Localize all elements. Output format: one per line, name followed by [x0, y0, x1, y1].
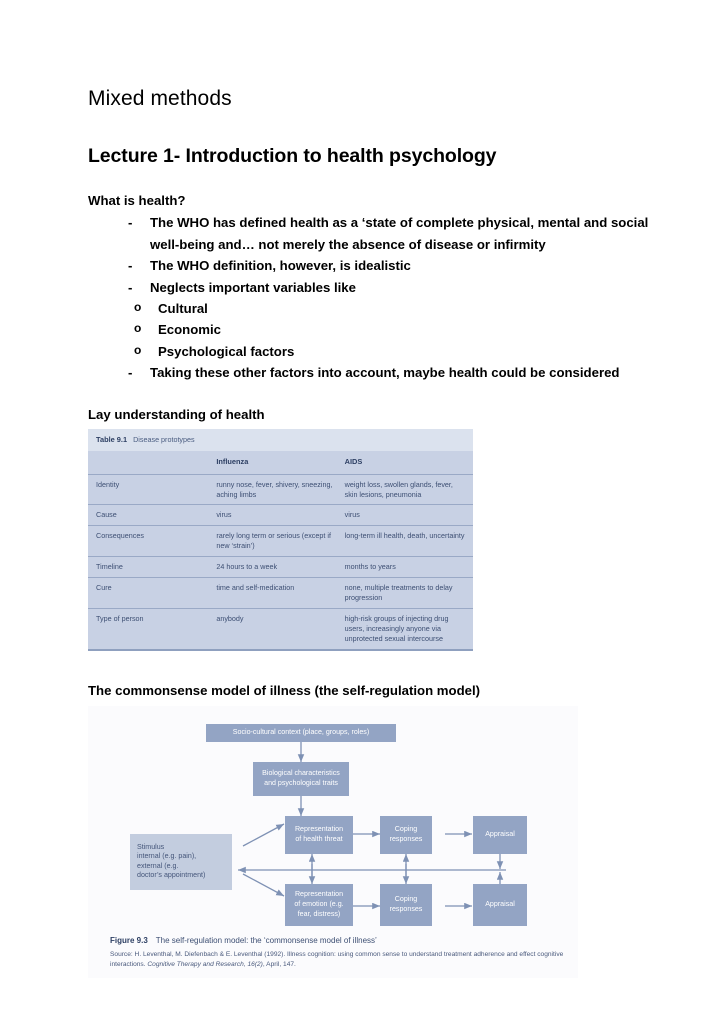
figure-number: Figure 9.3 [110, 935, 148, 945]
figure-source-prefix: Source: H. Leventhal, M. Diefenbach & E. Leventhal (1992). Illness cognition: using common sense to understand treatment adherence and effect cognitive interactions. [110, 951, 564, 968]
table-row [88, 505, 473, 526]
table-cell-aids: high-risk groups of injecting drug users, increasingly anyone via unprotected sexual intercourse [345, 609, 473, 650]
table-cell-label: Consequences [88, 526, 216, 557]
table-cell-label: Cause [88, 505, 216, 526]
table-cell-influenza: anybody [216, 609, 344, 650]
box-coping-responses-top: Coping responses [380, 816, 432, 854]
dash-marker-icon: - [128, 215, 133, 231]
table-header-row [88, 451, 473, 474]
disease-prototypes-table-container [88, 429, 473, 651]
dash-marker-icon: - [128, 365, 133, 380]
list-item [128, 277, 653, 298]
box-representation-of-health-threat: Representation of health threat [285, 816, 353, 854]
document-title: Mixed methods [88, 87, 232, 110]
list-item-label: The WHO definition, however, is idealistic [150, 258, 411, 274]
box-representation-of-emotion: Representation of emotion (e.g. fear, distress) [285, 884, 353, 926]
table-cell-influenza: 24 hours to a week [216, 557, 344, 578]
table-cell-label: Timeline [88, 557, 216, 578]
list-item [128, 212, 653, 255]
list-item [128, 255, 653, 276]
list-item-label: Neglects important variables like [150, 279, 356, 295]
list-item [134, 298, 653, 319]
table-row [88, 557, 473, 578]
table-cell-aids: none, multiple treatments to delay progression [345, 578, 473, 609]
list-item-label: Psychological factors [158, 343, 295, 359]
table-header-aids: AIDS [345, 451, 473, 474]
disease-prototypes-table [88, 429, 473, 651]
table-cell-influenza: rarely long term or serious (except if new ‘strain’) [216, 526, 344, 557]
bullet-list-level-1 [88, 212, 653, 298]
table-cell-label: Identity [88, 474, 216, 505]
table-cell-label: Type of person [88, 609, 216, 650]
figure-source-volume: 16(2) [247, 960, 263, 968]
figure-source-journal: Cognitive Therapy and Research [147, 960, 244, 968]
list-item-label: Taking these other factors into account, maybe health could be considered [150, 365, 620, 380]
figure-source-sep: , [243, 960, 248, 968]
box-appraisal-bottom: Appraisal [473, 884, 527, 926]
document-content [88, 86, 653, 978]
table-cell-label: Cure [88, 578, 216, 609]
question-line: What is health? [88, 192, 186, 208]
circle-marker-icon: o [134, 321, 142, 336]
section-heading-commonsense-model: The commonsense model of illness (the self-regulation model) [88, 682, 481, 698]
figure-source [88, 946, 578, 970]
figure-source-end: , April, 147. [262, 960, 296, 968]
table-cell-aids: months to years [345, 557, 473, 578]
table-cell-influenza: runny nose, fever, shivery, sneezing, aching limbs [216, 474, 344, 505]
table-caption-label: Table 9.1 [96, 435, 128, 445]
list-item-label: Economic [158, 322, 222, 338]
lecture-heading: Lecture 1- Introduction to health psychology [88, 145, 497, 168]
list-item-label: Cultural [158, 300, 208, 316]
table-cell-aids: weight loss, swollen glands, fever, skin lesions, pneumonia [345, 474, 473, 505]
dash-marker-icon: - [128, 279, 133, 295]
figure-title: The self-regulation model: the ‘commonsense model of illness’ [155, 935, 377, 945]
list-item-label: The WHO has defined health as a ‘state of complete physical, mental and social well-being and… not merely the absence of disease or infirmity [150, 215, 649, 252]
table-caption-cell [88, 429, 473, 451]
list-item [134, 319, 653, 340]
box-biological-characteristics: Biological characteristics and psychological traits [253, 762, 349, 796]
table-cell-aids: virus [345, 505, 473, 526]
table-caption-row [88, 429, 473, 451]
table-cell-influenza: time and self-medication [216, 578, 344, 609]
figure-self-regulation-model [88, 706, 578, 978]
circle-marker-icon: o [134, 299, 142, 314]
table-row [88, 474, 473, 505]
list-item [128, 362, 653, 383]
table-row [88, 609, 473, 650]
figure-caption [88, 931, 578, 946]
box-coping-responses-bottom: Coping responses [380, 884, 432, 926]
bullet-list-level-1-final [88, 362, 653, 383]
dash-marker-icon: - [128, 258, 133, 274]
box-appraisal-top: Appraisal [473, 816, 527, 854]
bullet-list-level-2 [88, 298, 653, 362]
section-heading-lay-understanding: Lay understanding of health [88, 407, 265, 423]
box-socio-cultural-context: Socio-cultural context (place, groups, roles) [206, 724, 396, 742]
box-stimulus: Stimulus internal (e.g. pain), external (e.g. doctor’s appointment) [130, 834, 232, 890]
list-item [134, 341, 653, 362]
circle-marker-icon: o [134, 342, 142, 357]
table-cell-aids: long-term ill health, death, uncertainty [345, 526, 473, 557]
table-caption-text: Disease prototypes [133, 435, 195, 445]
table-row [88, 526, 473, 557]
table-header-influenza: Influenza [216, 451, 344, 474]
table-header-blank [88, 451, 216, 474]
diagram-canvas [88, 706, 578, 931]
table-row [88, 578, 473, 609]
table-cell-influenza: virus [216, 505, 344, 526]
